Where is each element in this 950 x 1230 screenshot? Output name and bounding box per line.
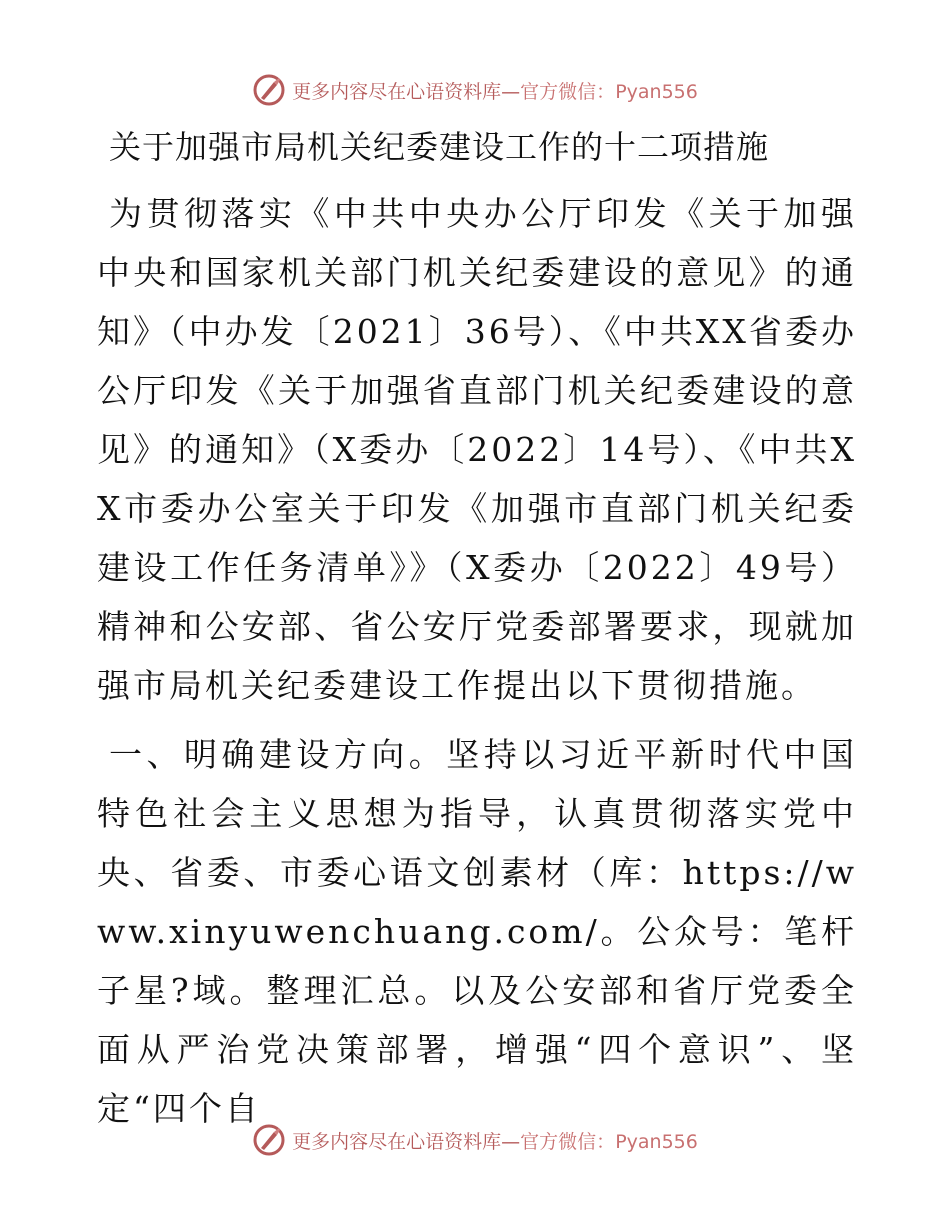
header-watermark-banner — [0, 70, 950, 110]
document-paragraph-2: 一、明确建设方向。坚持以习近平新时代中国特色社会主义思想为指导，认真贯彻落实党中央、省委、市委心语文创素材（库：https://www.xinyuwenchuang.com/。公众号：笔杆子星?域。整理汇总。以及公安部和省厅党委全面从严治党决策部署，增强“四个意识”、坚定“四个自 — [97, 735, 857, 1128]
banner-wechat-label: 官方微信： — [520, 1130, 616, 1153]
quill-pen-logo-icon — [252, 73, 286, 107]
banner-main-text: 更多内容尽在心语资料库 — [292, 80, 502, 103]
banner-text — [292, 77, 698, 104]
document-paragraph-1: 为贯彻落实《中共中央办公厅印发《关于加强中央和国家机关部门机关纪委建设的意见》的通知》（中办发〔2021〕36号）、《中共XX省委办公厅印发《关于加强省直部门机关纪委建设的意见》的通知》（X委办〔2022〕14号）、《中共XX市委办公室关于印发《加强市直部门机关纪委建设工作任务清单》》（X委办〔2022〕49号）精神和公安部、省公安厅党委部署要求，现就加强市局机关纪委建设工作提出以下贯彻措施。 — [97, 194, 857, 705]
banner-separator: — — [501, 80, 521, 103]
banner-separator: — — [501, 1130, 521, 1153]
banner-main-text: 更多内容尽在心语资料库 — [292, 1130, 502, 1153]
banner-text — [292, 1127, 698, 1154]
banner-wechat-label: 官方微信： — [520, 80, 616, 103]
document-title: 关于加强市局机关纪委建设工作的十二项措施 — [109, 128, 770, 166]
document-body — [97, 122, 857, 1148]
footer-watermark-banner — [0, 1120, 950, 1160]
banner-wechat-id: Pyan556 — [615, 1130, 698, 1153]
quill-pen-logo-icon — [252, 1123, 286, 1157]
banner-wechat-id: Pyan556 — [615, 80, 698, 103]
